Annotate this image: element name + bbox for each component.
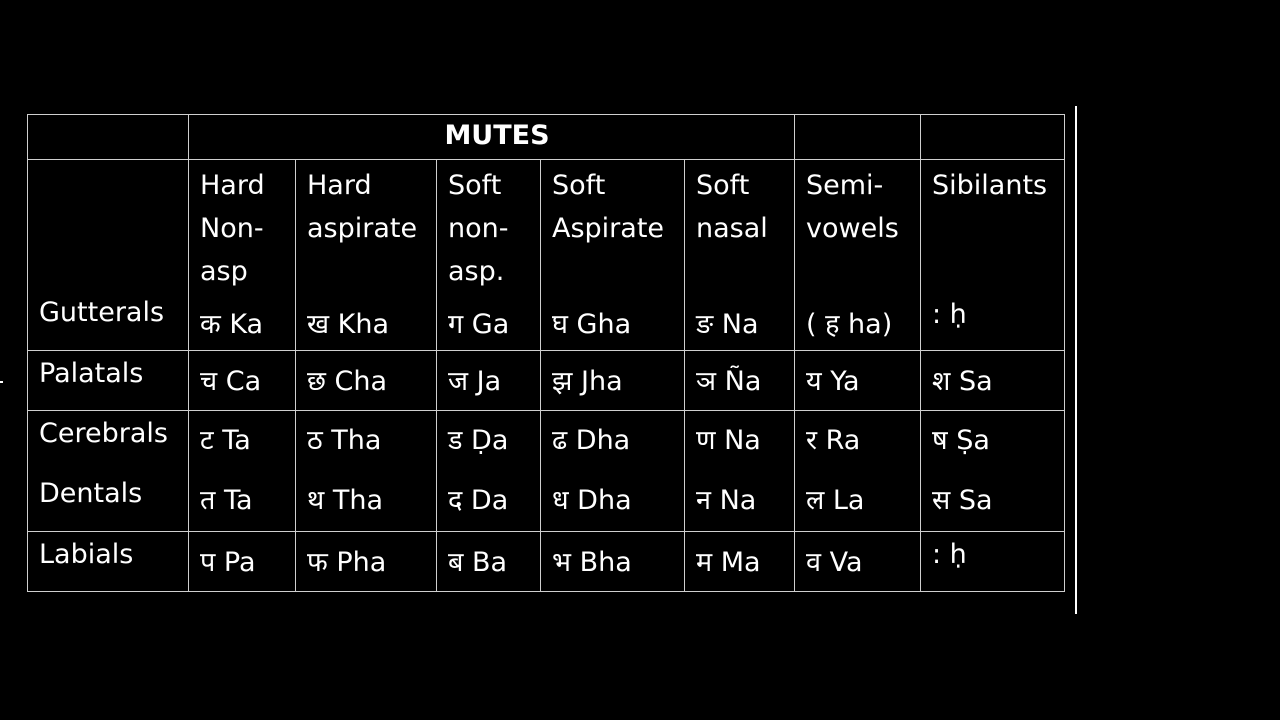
left-tick-mark — [0, 381, 3, 383]
cell-labial-2: ब Ba — [437, 532, 541, 592]
col-header-soft-non-asp: Soft non- asp. ग Ga — [437, 160, 541, 351]
sanskrit-consonant-table — [27, 114, 1065, 592]
cell-gutteral-hard-non-asp: क Ka — [200, 309, 264, 340]
row-palatals — [28, 351, 1065, 411]
cell-palatal-5: य Ya — [795, 351, 921, 411]
cell-labial-3: भ Bha — [541, 532, 685, 592]
cell-palatal-4: ञ Ña — [685, 351, 795, 411]
cell-labial-0: प Pa — [189, 532, 296, 592]
cell-labial-5: व Va — [795, 532, 921, 592]
cell-palatal-2: ज Ja — [437, 351, 541, 411]
col-header-sibilants: Sibilants : ḥ — [921, 160, 1065, 351]
row-labials — [28, 532, 1065, 592]
mutes-title: MUTES — [189, 115, 795, 160]
row-label-palatals: Palatals — [28, 351, 189, 411]
cell-gutteral-soft-nasal: ङ Na — [696, 309, 759, 340]
cell-cer-den-3: ढ Dha ध Dha — [541, 411, 685, 532]
cell-gutteral-soft-aspirate: घ Gha — [552, 309, 632, 340]
cell-gutteral-soft-non-asp: ग Ga — [448, 309, 510, 340]
cell-labial-1: फ Pha — [296, 532, 437, 592]
col-header-soft-nasal: Soft nasal ङ Na — [685, 160, 795, 351]
cell-cer-den-2: ड Ḍa द Da — [437, 411, 541, 532]
sibilants-title-cell — [921, 115, 1065, 160]
col-header-semi-vowels: Semi- vowels ( ह ha) — [795, 160, 921, 351]
title-row — [28, 115, 1065, 160]
cell-labial-6: : ḥ — [921, 532, 1065, 592]
col-header-soft-aspirate: Soft Aspirate घ Gha — [541, 160, 685, 351]
cell-cer-den-0: ट Ta त Ta — [189, 411, 296, 532]
cell-palatal-6: श Sa — [921, 351, 1065, 411]
cell-palatal-0: च Ca — [189, 351, 296, 411]
semivowels-title-cell — [795, 115, 921, 160]
cell-cer-den-4: ण Na न Na — [685, 411, 795, 532]
cell-gutteral-semi-vowels: ( ह ha) — [806, 309, 893, 340]
row-label-labials: Labials — [28, 532, 189, 592]
row-label-cerebrals-dentals — [28, 411, 189, 532]
col-header-hard-non-asp: Hard Non- asp क Ka — [189, 160, 296, 351]
cell-cer-den-1: ठ Tha थ Tha — [296, 411, 437, 532]
cell-palatal-1: छ Cha — [296, 351, 437, 411]
vertical-divider — [1075, 106, 1077, 614]
row-label-gutterals: Gutterals — [28, 160, 189, 351]
corner-cell — [28, 115, 189, 160]
row-cerebrals-dentals — [28, 411, 1065, 532]
header-row-gutterals — [28, 160, 1065, 351]
row-label-dentals: Dentals — [39, 478, 143, 509]
cell-cer-den-5: र Ra ल La — [795, 411, 921, 532]
col-header-hard-aspirate: Hard aspirate ख Kha — [296, 160, 437, 351]
cell-gutteral-sibilants: : ḥ — [932, 299, 967, 330]
cell-palatal-3: झ Jha — [541, 351, 685, 411]
row-label-cerebrals: Cerebrals — [39, 418, 168, 449]
cell-gutteral-hard-aspirate: ख Kha — [307, 309, 390, 340]
cell-cer-den-6: ष Ṣa स Sa — [921, 411, 1065, 532]
cell-labial-4: म Ma — [685, 532, 795, 592]
